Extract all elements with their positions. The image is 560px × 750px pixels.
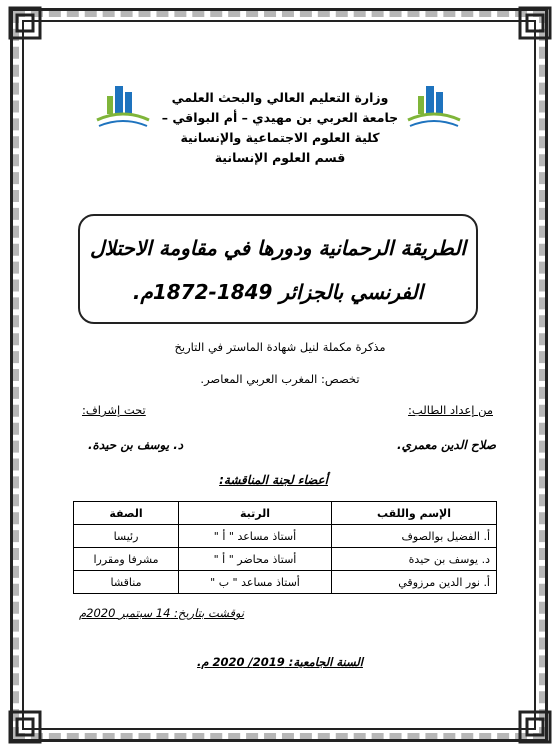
institution-header bbox=[0, 88, 560, 168]
jury-table-header-row bbox=[74, 502, 497, 525]
thesis-title-line2: الفرنسي بالجزائر 1849-1872م. bbox=[132, 280, 424, 304]
department-name: قسم العلوم الإنسانية bbox=[214, 150, 346, 165]
table-row bbox=[74, 548, 497, 571]
jury-member-role: مناقشا bbox=[74, 571, 179, 594]
corner-ornament-icon bbox=[518, 6, 552, 40]
header-rank: الرتبة bbox=[179, 502, 332, 525]
jury-member-role: رئيسا bbox=[74, 525, 179, 548]
corner-ornament-icon bbox=[518, 710, 552, 744]
ministry-name: وزارة التعليم العالي والبحث العلمي bbox=[171, 90, 389, 105]
header-role: الصفة bbox=[74, 502, 179, 525]
jury-member-name: أ. الفضيل بوالصوف bbox=[332, 525, 497, 548]
table-row bbox=[74, 571, 497, 594]
faculty-name: كلية العلوم الاجتماعية والإنسانية bbox=[180, 130, 380, 145]
jury-member-rank: أستاذ محاضر " أ " bbox=[179, 548, 332, 571]
academic-year: السنة الجامعية: 2019/ 2020 م. bbox=[197, 655, 363, 669]
header-name: الإسم واللقب bbox=[332, 502, 497, 525]
jury-member-name: د. يوسف بن حيدة bbox=[332, 548, 497, 571]
supervised-by-label: تحت إشراف: bbox=[82, 403, 146, 417]
jury-member-rank: أستاذ مساعد " أ " bbox=[179, 525, 332, 548]
student-name: صلاح الدين معمري. bbox=[397, 438, 496, 452]
table-row bbox=[74, 525, 497, 548]
jury-member-rank: أستاذ مساعد " ب " bbox=[179, 571, 332, 594]
prepared-by-label: من إعداد الطالب: bbox=[408, 403, 493, 417]
jury-table bbox=[73, 501, 497, 594]
corner-ornament-icon bbox=[8, 6, 42, 40]
supervisor-name: د. يوسف بن حيدة. bbox=[88, 438, 184, 452]
thesis-title-box bbox=[78, 214, 478, 324]
jury-member-name: أ. نور الدين مرزوقي bbox=[332, 571, 497, 594]
committee-title: أعضاء لجنة المناقشة: bbox=[219, 473, 328, 487]
corner-ornament-icon bbox=[8, 710, 42, 744]
defense-date: نوقشت بتاريخ: 14 سبتمبر 2020م bbox=[79, 606, 245, 620]
jury-member-role: مشرفا ومقررا bbox=[74, 548, 179, 571]
thesis-title-line1: الطريقة الرحمانية ودورها في مقاومة الاحتلال bbox=[90, 236, 466, 260]
thesis-subtitle: مذكرة مكملة لنيل شهادة الماستر في التاريخ bbox=[174, 340, 386, 354]
university-name: جامعة العربي بن مهيدي – أم البواقي – bbox=[161, 110, 399, 125]
specialty-line: تخصص: المغرب العربي المعاصر. bbox=[200, 372, 360, 386]
